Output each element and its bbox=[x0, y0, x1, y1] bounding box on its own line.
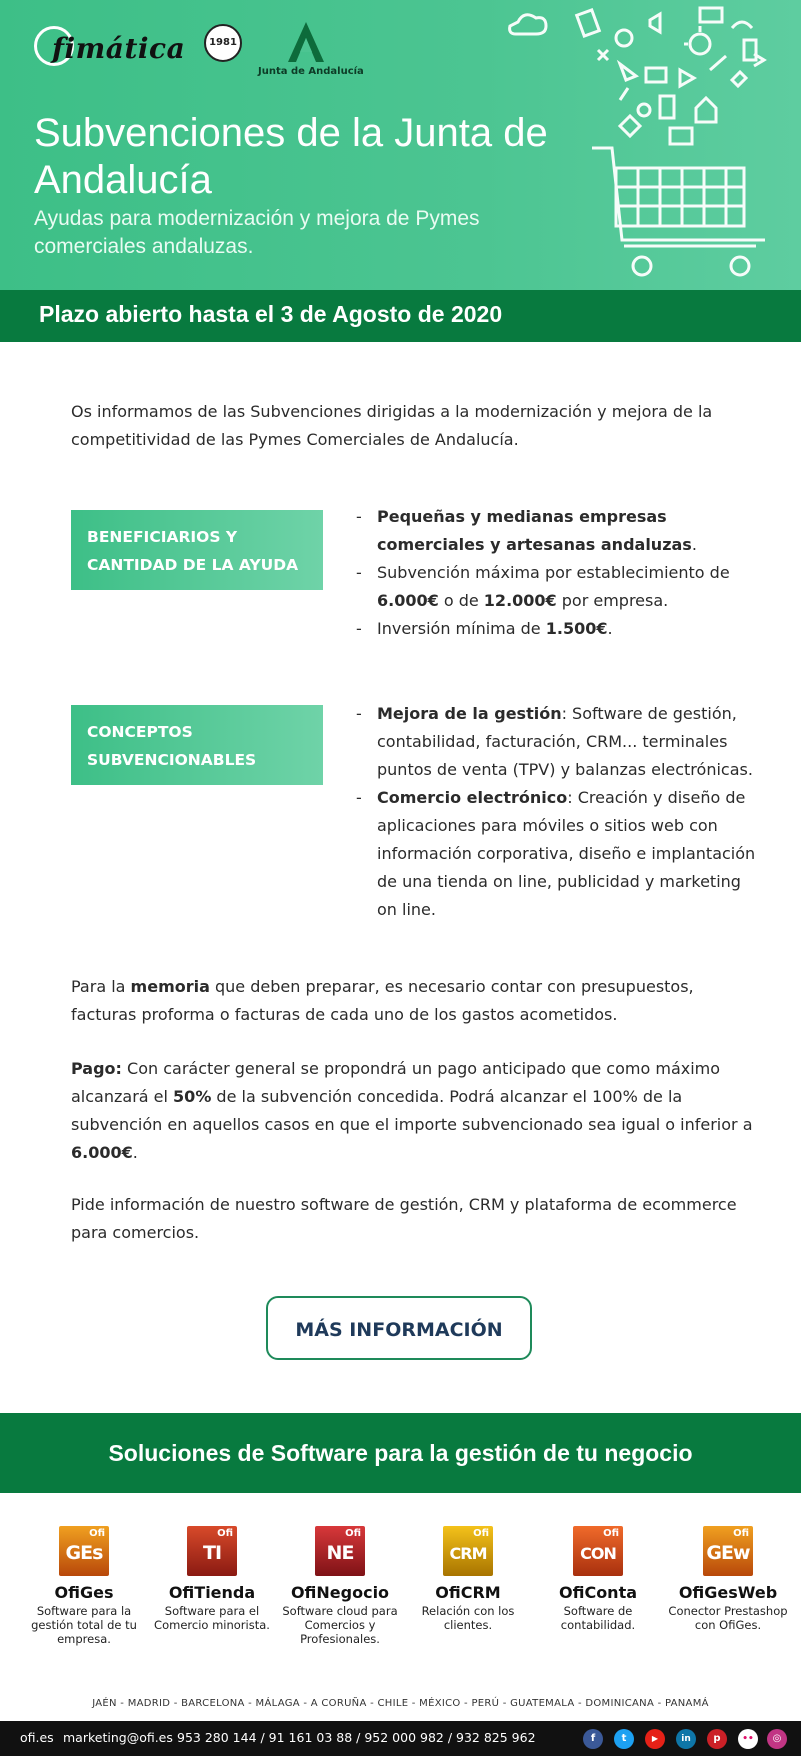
pago-paragraph bbox=[71, 1055, 761, 1167]
intro-paragraph bbox=[71, 398, 761, 454]
flickr-icon[interactable]: •• bbox=[738, 1729, 758, 1749]
product-ofinegocio[interactable] bbox=[276, 1526, 404, 1646]
product-description: Software de contabilidad. bbox=[560, 1604, 636, 1632]
paragraph-text: que deben preparar, es necesario contar con presupuestos, facturas proforma o facturas de cada uno de los gastos acometidos. bbox=[71, 977, 694, 1024]
list-text: o de bbox=[438, 591, 484, 610]
beneficiarios-label-box bbox=[71, 510, 323, 590]
paragraph-text: Para la bbox=[71, 977, 131, 996]
list-text: Inversión mínima de bbox=[377, 619, 546, 638]
threshold-amount: 6.000€ bbox=[71, 1143, 133, 1162]
product-name: OfiCRM bbox=[435, 1583, 501, 1602]
product-name: OfiConta bbox=[558, 1583, 638, 1602]
junta-andalucia-logo bbox=[256, 20, 366, 82]
amount-per-company: 12.000€ bbox=[483, 591, 557, 610]
ofiges-icon: Ofi GEs bbox=[59, 1526, 109, 1576]
page-subtitle: Ayudas para modernización y mejora de Pymes comerciales andaluzas. bbox=[34, 207, 480, 258]
advance-percentage: 50% bbox=[173, 1087, 212, 1106]
pide-text: Pide información de nuestro software de gestión, CRM y plataforma de ecommerce para comercios. bbox=[71, 1195, 737, 1242]
youtube-icon[interactable]: ▶ bbox=[645, 1729, 665, 1749]
linkedin-icon[interactable]: in bbox=[676, 1729, 696, 1749]
memoria-paragraph bbox=[71, 973, 761, 1029]
paragraph-text: . bbox=[132, 1143, 138, 1162]
deadline-bar bbox=[0, 290, 801, 342]
more-info-button[interactable]: MÁS INFORMACIÓN bbox=[266, 1296, 532, 1360]
hero-banner bbox=[0, 0, 801, 290]
junta-label: Junta de Andalucía bbox=[258, 66, 364, 77]
logo-wordmark: fimática bbox=[52, 32, 186, 65]
product-description: Software cloud para Comercios y Profesionales. bbox=[282, 1604, 398, 1646]
office-cities: JAÉN - MADRID - BARCELONA - MÁLAGA - A CORUÑA - CHILE - MÉXICO - PERÚ - GUATEMALA - DOMINICANA - PANAMÁ bbox=[92, 1698, 709, 1709]
pago-keyword: Pago: bbox=[71, 1059, 122, 1078]
product-ofigesweb[interactable] bbox=[664, 1526, 792, 1632]
since-1981-badge: 1981 bbox=[204, 24, 242, 62]
product-description: Relación con los clientes. bbox=[421, 1604, 515, 1632]
list-text: : Software de gestión, contabilidad, facturación, CRM... terminales puntos de venta (TPV) y balanzas electrónicas. bbox=[377, 704, 753, 779]
deadline-text: Plazo abierto hasta el 3 de Agosto de 2020 bbox=[39, 301, 503, 327]
product-description: Software para la gestión total de tu empresa. bbox=[31, 1604, 137, 1646]
amount-per-establishment: 6.000€ bbox=[377, 591, 439, 610]
product-ofiges[interactable] bbox=[20, 1526, 148, 1646]
list-item bbox=[356, 784, 756, 924]
oficrm-icon: Ofi CRM bbox=[443, 1526, 493, 1576]
product-description: Conector Prestashop con OfiGes. bbox=[668, 1604, 788, 1632]
list-text: : Creación y diseño de aplicaciones para móviles o sitios web con información corporativa, diseño e implantación de una tienda on line, publicidad y marketing on line. bbox=[377, 788, 756, 919]
page-title: Subvenciones de la Junta de Andalucía bbox=[34, 111, 548, 202]
beneficiary-type: Pequeñas y medianas empresas comerciales y artesanas andaluzas bbox=[377, 507, 692, 554]
products-row bbox=[0, 1526, 801, 1666]
product-oficrm[interactable] bbox=[404, 1526, 532, 1632]
list-item bbox=[356, 559, 756, 615]
footer-site-link[interactable]: ofi.es bbox=[20, 1730, 54, 1745]
intro-text: Os informamos de las Subvenciones dirigidas a la modernización y mejora de la competitividad de las Pymes Comerciales de Andalucía. bbox=[71, 402, 713, 449]
list-text: . bbox=[607, 619, 613, 638]
product-oficonta[interactable] bbox=[534, 1526, 662, 1632]
shopping-cart-illustration bbox=[470, 0, 801, 290]
list-item bbox=[356, 615, 756, 643]
footer-phones: 953 280 144 / 91 161 03 88 / 952 000 982 / 932 825 962 bbox=[177, 1730, 536, 1745]
footer-email-link[interactable]: marketing@ofi.es bbox=[63, 1730, 173, 1745]
list-text: por empresa. bbox=[556, 591, 669, 610]
beneficiarios-label: BENEFICIARIOS Y CANTIDAD DE LA AYUDA bbox=[87, 528, 299, 574]
twitter-icon[interactable]: t bbox=[614, 1729, 634, 1749]
pinterest-icon[interactable]: p bbox=[707, 1729, 727, 1749]
ofitienda-icon: Ofi TI bbox=[187, 1526, 237, 1576]
footer-bar bbox=[0, 1721, 801, 1756]
junta-leaf-icon bbox=[286, 20, 326, 64]
product-name: OfiTienda bbox=[168, 1583, 256, 1602]
product-name: OfiGes bbox=[54, 1583, 114, 1602]
ofimatica-logo[interactable] bbox=[34, 20, 194, 76]
list-text: Subvención máxima por establecimiento de bbox=[377, 563, 730, 582]
product-description: Software para el Comercio minorista. bbox=[154, 1604, 270, 1632]
facebook-icon[interactable]: f bbox=[583, 1729, 603, 1749]
ofinegocio-icon: Ofi NE bbox=[315, 1526, 365, 1576]
pide-paragraph bbox=[71, 1191, 761, 1247]
oficonta-icon: Ofi CON bbox=[573, 1526, 623, 1576]
product-name: OfiNegocio bbox=[290, 1583, 390, 1602]
ofigesweb-icon: Ofi GEw bbox=[703, 1526, 753, 1576]
instagram-icon[interactable]: ◎ bbox=[767, 1729, 787, 1749]
product-name: OfiGesWeb bbox=[678, 1583, 778, 1602]
list-item bbox=[356, 503, 756, 559]
memoria-keyword: memoria bbox=[130, 977, 210, 996]
conceptos-label: CONCEPTOS SUBVENCIONABLES bbox=[87, 723, 257, 769]
paragraph-text: Con carácter general se propondrá un pago anticipado que como máximo alcanzará el bbox=[71, 1059, 721, 1106]
conceptos-list bbox=[356, 700, 756, 924]
minimum-investment: 1.500€ bbox=[545, 619, 608, 638]
list-item bbox=[356, 700, 756, 784]
solutions-bar bbox=[0, 1413, 801, 1493]
beneficiarios-list bbox=[356, 503, 756, 643]
solutions-title: Soluciones de Software para la gestión de tu negocio bbox=[108, 1440, 693, 1466]
concept-title: Comercio electrónico bbox=[377, 788, 568, 807]
conceptos-label-box bbox=[71, 705, 323, 785]
list-text: . bbox=[691, 535, 697, 554]
product-ofitienda[interactable] bbox=[148, 1526, 276, 1632]
concept-title: Mejora de la gestión bbox=[377, 704, 562, 723]
paragraph-text: de la subvención concedida. Podrá alcanzar el 100% de la subvención en aquellos casos en que el importe subvencionado sea igual o inferior a bbox=[71, 1087, 753, 1134]
